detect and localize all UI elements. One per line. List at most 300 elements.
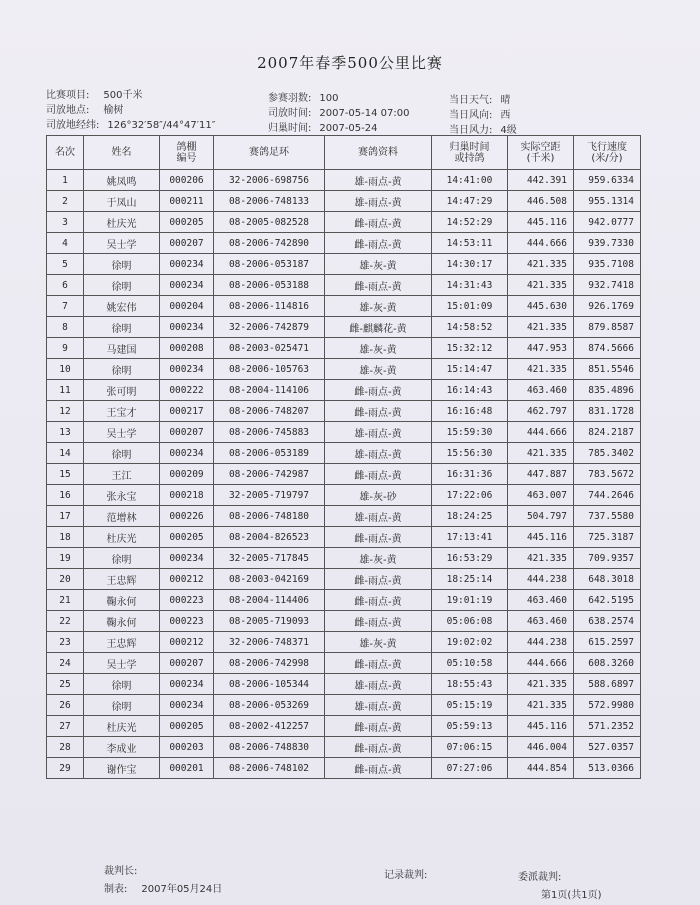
cell-ring: 08-2006-748102	[214, 758, 325, 779]
cell-loft-id: 000204	[160, 296, 214, 317]
cell-name: 姚宏伟	[84, 296, 160, 317]
cell-ring: 08-2006-053189	[214, 443, 325, 464]
cell-loft-id: 000222	[160, 380, 214, 401]
cell-loft-id: 000234	[160, 359, 214, 380]
dispatch-label: 委派裁判:	[518, 872, 562, 883]
cell-name: 吴士学	[84, 233, 160, 254]
cell-rank: 1	[47, 170, 84, 191]
table-row	[47, 569, 641, 590]
cell-bird-info: 雄-雨点-黄	[325, 674, 432, 695]
cell-rank: 17	[47, 506, 84, 527]
cell-arrival: 19:01:19	[432, 590, 508, 611]
cell-ring: 08-2006-748207	[214, 401, 325, 422]
cell-bird-info: 雌-雨点-黄	[325, 401, 432, 422]
return-time-info	[268, 119, 378, 134]
cell-speed: 572.9980	[574, 695, 641, 716]
cell-name: 鞠永何	[84, 590, 160, 611]
wind-direction-info	[449, 106, 510, 121]
cell-arrival: 18:24:25	[432, 506, 508, 527]
cell-distance: 447.887	[508, 464, 574, 485]
cell-ring: 08-2002-412257	[214, 716, 325, 737]
cell-ring: 08-2005-719093	[214, 611, 325, 632]
cell-loft-id: 000223	[160, 590, 214, 611]
cell-arrival: 14:52:29	[432, 212, 508, 233]
cell-loft-id: 000208	[160, 338, 214, 359]
col-header-loft-id	[160, 136, 214, 170]
cell-bird-info: 雌-雨点-黄	[325, 527, 432, 548]
cell-rank: 6	[47, 275, 84, 296]
cell-loft-id: 000234	[160, 548, 214, 569]
count-value: 100	[319, 93, 339, 104]
cell-bird-info: 雄-雨点-黄	[325, 695, 432, 716]
cell-rank: 16	[47, 485, 84, 506]
table-row	[47, 632, 641, 653]
cell-bird-info: 雄-灰-黄	[325, 632, 432, 653]
cell-distance: 421.335	[508, 359, 574, 380]
cell-loft-id: 000234	[160, 275, 214, 296]
cell-arrival: 14:31:43	[432, 275, 508, 296]
recorder-label: 记录裁判:	[384, 870, 428, 881]
table-row	[47, 191, 641, 212]
cell-distance: 421.335	[508, 443, 574, 464]
table-row	[47, 443, 641, 464]
table-row	[47, 674, 641, 695]
table-row	[47, 212, 641, 233]
cell-bird-info: 雌-雨点-黄	[325, 653, 432, 674]
cell-name: 徐明	[84, 548, 160, 569]
cell-rank: 20	[47, 569, 84, 590]
release-place-label: 司放地点:	[46, 105, 90, 116]
cell-speed: 874.5666	[574, 338, 641, 359]
table-row	[47, 548, 641, 569]
cell-name: 吴士学	[84, 653, 160, 674]
cell-speed: 725.3187	[574, 527, 641, 548]
cell-distance: 421.335	[508, 317, 574, 338]
col-header-speed-text: 飞行速度 (米/分)	[587, 141, 627, 164]
cell-loft-id: 000234	[160, 443, 214, 464]
table-row	[47, 254, 641, 275]
cell-ring: 08-2006-748133	[214, 191, 325, 212]
made-date: 2007年05月24日	[141, 884, 223, 895]
cell-distance: 445.630	[508, 296, 574, 317]
cell-loft-id: 000211	[160, 191, 214, 212]
table-row	[47, 422, 641, 443]
cell-name: 徐明	[84, 317, 160, 338]
cell-rank: 15	[47, 464, 84, 485]
cell-distance: 462.797	[508, 401, 574, 422]
count-label: 参赛羽数:	[268, 93, 312, 104]
col-header-loft-id-text: 鸽棚 编号	[176, 141, 197, 164]
cell-arrival: 19:02:02	[432, 632, 508, 653]
cell-bird-info: 雌-雨点-黄	[325, 569, 432, 590]
wind-force-value: 4级	[500, 125, 517, 136]
cell-rank: 22	[47, 611, 84, 632]
event-label: 比赛项目:	[46, 90, 90, 101]
cell-arrival: 17:13:41	[432, 527, 508, 548]
cell-speed: 615.2597	[574, 632, 641, 653]
cell-speed: 608.3260	[574, 653, 641, 674]
cell-distance: 421.335	[508, 695, 574, 716]
cell-speed: 638.2574	[574, 611, 641, 632]
cell-speed: 835.4896	[574, 380, 641, 401]
cell-arrival: 14:53:11	[432, 233, 508, 254]
cell-speed: 744.2646	[574, 485, 641, 506]
cell-speed: 942.0777	[574, 212, 641, 233]
made-info	[104, 880, 222, 895]
col-header-arrival	[432, 136, 508, 170]
made-label: 制表:	[104, 884, 128, 895]
cell-name: 张永宝	[84, 485, 160, 506]
cell-distance: 445.116	[508, 527, 574, 548]
cell-ring: 08-2006-053188	[214, 275, 325, 296]
weather-value: 晴	[500, 95, 511, 106]
table-row	[47, 653, 641, 674]
cell-distance: 421.335	[508, 275, 574, 296]
cell-rank: 4	[47, 233, 84, 254]
cell-bird-info: 雄-雨点-黄	[325, 422, 432, 443]
cell-ring: 08-2005-082528	[214, 212, 325, 233]
cell-distance: 463.460	[508, 590, 574, 611]
cell-bird-info: 雄-灰-黄	[325, 296, 432, 317]
cell-name: 徐明	[84, 443, 160, 464]
cell-rank: 28	[47, 737, 84, 758]
weather-info	[449, 91, 510, 106]
cell-speed: 709.9357	[574, 548, 641, 569]
cell-ring: 08-2006-105763	[214, 359, 325, 380]
cell-arrival: 18:55:43	[432, 674, 508, 695]
cell-loft-id: 000205	[160, 527, 214, 548]
cell-bird-info: 雌-麒麟花-黄	[325, 317, 432, 338]
cell-rank: 25	[47, 674, 84, 695]
cell-arrival: 16:16:48	[432, 401, 508, 422]
cell-ring: 08-2006-114816	[214, 296, 325, 317]
cell-bird-info: 雄-雨点-黄	[325, 191, 432, 212]
cell-name: 范增林	[84, 506, 160, 527]
weather-label: 当日天气:	[449, 95, 493, 106]
table-row	[47, 338, 641, 359]
cell-speed: 642.5195	[574, 590, 641, 611]
cell-ring: 08-2006-105344	[214, 674, 325, 695]
col-header-name: 姓名	[84, 136, 160, 170]
table-row	[47, 296, 641, 317]
cell-ring: 08-2006-053269	[214, 695, 325, 716]
page-title: 2007年春季500公里比赛	[257, 54, 443, 72]
cell-ring: 32-2005-717845	[214, 548, 325, 569]
cell-speed: 737.5580	[574, 506, 641, 527]
cell-ring: 08-2006-053187	[214, 254, 325, 275]
cell-arrival: 18:25:14	[432, 569, 508, 590]
cell-bird-info: 雌-雨点-黄	[325, 590, 432, 611]
cell-speed: 513.0366	[574, 758, 641, 779]
cell-arrival: 15:32:12	[432, 338, 508, 359]
table-row	[47, 275, 641, 296]
cell-arrival: 15:01:09	[432, 296, 508, 317]
cell-distance: 463.460	[508, 611, 574, 632]
cell-loft-id: 000217	[160, 401, 214, 422]
cell-distance: 444.854	[508, 758, 574, 779]
cell-rank: 7	[47, 296, 84, 317]
cell-speed: 588.6897	[574, 674, 641, 695]
cell-name: 徐明	[84, 275, 160, 296]
cell-loft-id: 000223	[160, 611, 214, 632]
cell-arrival: 14:41:00	[432, 170, 508, 191]
cell-name: 马建国	[84, 338, 160, 359]
cell-distance: 421.335	[508, 674, 574, 695]
cell-speed: 955.1314	[574, 191, 641, 212]
cell-distance: 447.953	[508, 338, 574, 359]
cell-bird-info: 雄-灰-黄	[325, 338, 432, 359]
cell-arrival: 07:06:15	[432, 737, 508, 758]
cell-bird-info: 雄-雨点-黄	[325, 443, 432, 464]
cell-ring: 08-2004-826523	[214, 527, 325, 548]
cell-bird-info: 雄-灰-黄	[325, 359, 432, 380]
cell-ring: 08-2006-745883	[214, 422, 325, 443]
cell-speed: 824.2187	[574, 422, 641, 443]
cell-bird-info: 雌-雨点-黄	[325, 737, 432, 758]
cell-name: 于凤山	[84, 191, 160, 212]
table-row	[47, 758, 641, 779]
cell-name: 张可明	[84, 380, 160, 401]
cell-speed: 783.5672	[574, 464, 641, 485]
cell-distance: 444.238	[508, 632, 574, 653]
cell-bird-info: 雌-雨点-黄	[325, 380, 432, 401]
table-row	[47, 401, 641, 422]
cell-loft-id: 000205	[160, 716, 214, 737]
cell-arrival: 16:53:29	[432, 548, 508, 569]
cell-arrival: 05:10:58	[432, 653, 508, 674]
cell-distance: 445.116	[508, 212, 574, 233]
cell-distance: 444.238	[508, 569, 574, 590]
cell-rank: 23	[47, 632, 84, 653]
cell-arrival: 15:59:30	[432, 422, 508, 443]
cell-bird-info: 雌-雨点-黄	[325, 212, 432, 233]
cell-ring: 08-2004-114106	[214, 380, 325, 401]
results-table	[46, 135, 641, 779]
cell-ring: 08-2006-742987	[214, 464, 325, 485]
cell-distance: 421.335	[508, 548, 574, 569]
cell-ring: 32-2006-742879	[214, 317, 325, 338]
cell-name: 吴士学	[84, 422, 160, 443]
cell-loft-id: 000207	[160, 422, 214, 443]
cell-arrival: 14:30:17	[432, 254, 508, 275]
cell-rank: 11	[47, 380, 84, 401]
cell-distance: 446.508	[508, 191, 574, 212]
release-time-value: 2007-05-14 07:00	[319, 108, 410, 119]
cell-bird-info: 雌-雨点-黄	[325, 233, 432, 254]
table-row	[47, 527, 641, 548]
cell-name: 杜庆光	[84, 716, 160, 737]
cell-loft-id: 000207	[160, 233, 214, 254]
cell-speed: 527.0357	[574, 737, 641, 758]
cell-loft-id: 000234	[160, 254, 214, 275]
wind-force-info	[449, 121, 517, 136]
table-row	[47, 233, 641, 254]
cell-loft-id: 000209	[160, 464, 214, 485]
cell-arrival: 05:06:08	[432, 611, 508, 632]
table-row	[47, 611, 641, 632]
cell-rank: 3	[47, 212, 84, 233]
cell-name: 徐明	[84, 254, 160, 275]
cell-speed: 959.6334	[574, 170, 641, 191]
table-body	[47, 170, 641, 779]
table-row	[47, 716, 641, 737]
table-row	[47, 695, 641, 716]
referee-label: 裁判长:	[104, 866, 138, 877]
cell-rank: 18	[47, 527, 84, 548]
cell-rank: 21	[47, 590, 84, 611]
cell-loft-id: 000206	[160, 170, 214, 191]
cell-distance: 421.335	[508, 254, 574, 275]
cell-loft-id: 000203	[160, 737, 214, 758]
cell-name: 李成业	[84, 737, 160, 758]
table-row	[47, 464, 641, 485]
cell-rank: 12	[47, 401, 84, 422]
table-row	[47, 317, 641, 338]
cell-distance: 463.460	[508, 380, 574, 401]
cell-rank: 19	[47, 548, 84, 569]
cell-arrival: 14:47:29	[432, 191, 508, 212]
page-number: 第1页(共1页)	[541, 890, 602, 901]
cell-ring: 08-2006-748180	[214, 506, 325, 527]
cell-distance: 504.797	[508, 506, 574, 527]
cell-bird-info: 雌-雨点-黄	[325, 275, 432, 296]
cell-distance: 444.666	[508, 233, 574, 254]
cell-rank: 8	[47, 317, 84, 338]
cell-rank: 14	[47, 443, 84, 464]
col-header-rank: 名次	[47, 136, 84, 170]
col-header-distance	[508, 136, 574, 170]
cell-speed: 932.7418	[574, 275, 641, 296]
cell-rank: 13	[47, 422, 84, 443]
cell-bird-info: 雌-雨点-黄	[325, 464, 432, 485]
cell-speed: 571.2352	[574, 716, 641, 737]
cell-bird-info: 雄-灰-黄	[325, 254, 432, 275]
cell-loft-id: 000234	[160, 317, 214, 338]
cell-rank: 29	[47, 758, 84, 779]
table-row	[47, 506, 641, 527]
cell-rank: 2	[47, 191, 84, 212]
cell-arrival: 15:56:30	[432, 443, 508, 464]
cell-bird-info: 雄-雨点-黄	[325, 170, 432, 191]
cell-speed: 851.5546	[574, 359, 641, 380]
cell-speed: 926.1769	[574, 296, 641, 317]
cell-rank: 9	[47, 338, 84, 359]
cell-rank: 24	[47, 653, 84, 674]
table-row	[47, 485, 641, 506]
cell-name: 王江	[84, 464, 160, 485]
col-header-arrival-text: 归巢时间 或持鸽	[449, 141, 490, 164]
cell-name: 王忠辉	[84, 569, 160, 590]
cell-arrival: 15:14:47	[432, 359, 508, 380]
cell-arrival: 17:22:06	[432, 485, 508, 506]
cell-rank: 5	[47, 254, 84, 275]
cell-speed: 785.3402	[574, 443, 641, 464]
cell-ring: 08-2003-025471	[214, 338, 325, 359]
cell-loft-id: 000218	[160, 485, 214, 506]
cell-loft-id: 000212	[160, 569, 214, 590]
cell-rank: 26	[47, 695, 84, 716]
release-place-value: 榆树	[103, 105, 124, 116]
cell-loft-id: 000212	[160, 632, 214, 653]
release-time-info	[268, 104, 410, 119]
count-info	[268, 89, 338, 104]
release-place-info	[46, 101, 123, 116]
table-header-row	[47, 136, 641, 170]
release-time-label: 司放时间:	[268, 108, 312, 119]
col-header-bird-info: 赛鸽资料	[325, 136, 432, 170]
return-time-value: 2007-05-24	[319, 123, 378, 134]
cell-bird-info: 雌-雨点-黄	[325, 611, 432, 632]
event-info	[46, 86, 142, 101]
return-time-label: 归巢时间:	[268, 123, 312, 134]
coords-label: 司放地经纬:	[46, 120, 100, 131]
cell-name: 杜庆光	[84, 527, 160, 548]
cell-arrival: 14:58:52	[432, 317, 508, 338]
cell-distance: 445.116	[508, 716, 574, 737]
cell-name: 徐明	[84, 359, 160, 380]
cell-arrival: 16:31:36	[432, 464, 508, 485]
cell-ring: 32-2005-719797	[214, 485, 325, 506]
cell-speed: 935.7108	[574, 254, 641, 275]
cell-name: 杜庆光	[84, 212, 160, 233]
cell-ring: 08-2003-042169	[214, 569, 325, 590]
wind-direction-value: 西	[500, 110, 511, 121]
table-row	[47, 590, 641, 611]
cell-speed: 831.1728	[574, 401, 641, 422]
cell-rank: 10	[47, 359, 84, 380]
cell-speed: 648.3018	[574, 569, 641, 590]
cell-name: 徐明	[84, 674, 160, 695]
cell-ring: 08-2006-742890	[214, 233, 325, 254]
cell-ring: 32-2006-748371	[214, 632, 325, 653]
cell-ring: 08-2006-742998	[214, 653, 325, 674]
table-row	[47, 737, 641, 758]
table-row	[47, 380, 641, 401]
cell-rank: 27	[47, 716, 84, 737]
cell-loft-id: 000226	[160, 506, 214, 527]
cell-ring: 32-2006-698756	[214, 170, 325, 191]
cell-loft-id: 000205	[160, 212, 214, 233]
cell-name: 谢作宝	[84, 758, 160, 779]
cell-name: 王宝才	[84, 401, 160, 422]
col-header-distance-text: 实际空距 (千米)	[520, 141, 561, 164]
cell-loft-id: 000207	[160, 653, 214, 674]
col-header-speed	[574, 136, 641, 170]
cell-arrival: 05:59:13	[432, 716, 508, 737]
event-value: 500千米	[103, 90, 143, 101]
cell-name: 姚凤鸣	[84, 170, 160, 191]
cell-distance: 442.391	[508, 170, 574, 191]
cell-ring: 08-2006-748830	[214, 737, 325, 758]
coords-info	[46, 116, 215, 131]
cell-name: 王忠辉	[84, 632, 160, 653]
cell-ring: 08-2004-114406	[214, 590, 325, 611]
cell-distance: 444.666	[508, 422, 574, 443]
wind-direction-label: 当日风向:	[449, 110, 493, 121]
cell-bird-info: 雄-灰-黄	[325, 548, 432, 569]
cell-arrival: 05:15:19	[432, 695, 508, 716]
table-row	[47, 359, 641, 380]
cell-bird-info: 雌-雨点-黄	[325, 716, 432, 737]
cell-distance: 446.004	[508, 737, 574, 758]
cell-loft-id: 000234	[160, 674, 214, 695]
wind-force-label: 当日风力:	[449, 125, 493, 136]
coords-value: 126°32′58″/44°47′11″	[107, 120, 216, 131]
cell-bird-info: 雄-雨点-黄	[325, 506, 432, 527]
cell-loft-id: 000201	[160, 758, 214, 779]
cell-name: 鞠永何	[84, 611, 160, 632]
cell-speed: 939.7330	[574, 233, 641, 254]
